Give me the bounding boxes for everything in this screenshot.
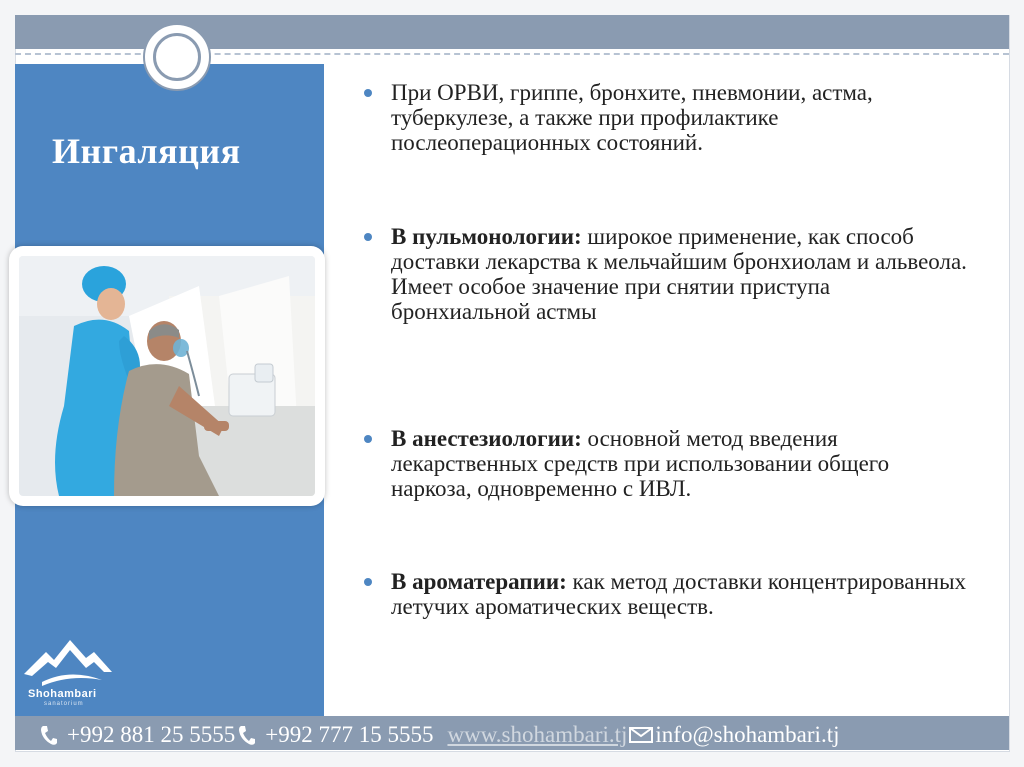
bullet-text: широкое применение, как способ доставки лекарства к мельчайшим бронхиолам и альвеола. Имеет особое значение при снятии приступа бронхиальной астмы bbox=[391, 224, 967, 324]
bullet-text: При ОРВИ, гриппе, бронхите, пневмонии, астма, туберкулезе, а также при профилактике послеоперационных состояний. bbox=[391, 80, 873, 155]
inhalation-photo bbox=[19, 256, 315, 496]
bullet-text: основной метод введения лекарственных средств при использовании общего наркоза, одновременно с ИВЛ. bbox=[391, 426, 890, 501]
bullet-item bbox=[364, 224, 974, 324]
phone-number-2[interactable]: +992 777 15 5555 bbox=[265, 722, 434, 747]
bullet-dot-icon bbox=[364, 233, 372, 241]
photo-frame bbox=[9, 246, 325, 506]
bullet-dot-icon bbox=[364, 578, 372, 586]
bullet-heading: В пульмонологии: bbox=[391, 224, 582, 249]
mail-icon bbox=[629, 727, 653, 743]
decorative-circle-icon bbox=[143, 23, 211, 91]
contact-line bbox=[39, 722, 839, 748]
email-address[interactable]: info@shohambari.tj bbox=[655, 722, 840, 747]
phone-number-1[interactable]: +992 881 25 5555 bbox=[67, 722, 236, 747]
bullet-item bbox=[364, 80, 974, 155]
phone-icon bbox=[237, 724, 255, 746]
bullet-text: как метод доставки концентрированных летучих ароматических веществ. bbox=[391, 569, 967, 619]
logo-subtitle: sanatorium bbox=[44, 701, 84, 707]
bullet-dot-icon bbox=[364, 435, 372, 443]
website-link[interactable]: www.shohambari.tj bbox=[447, 722, 628, 747]
bullet-dot-icon bbox=[364, 89, 372, 97]
mountain-logo-icon bbox=[24, 632, 124, 712]
logo-name: Shohambari bbox=[28, 688, 97, 700]
bullet-item bbox=[364, 569, 974, 619]
bullet-item bbox=[364, 426, 974, 501]
slide-title: Ингаляция bbox=[52, 131, 241, 171]
bullet-heading: В ароматерапии: bbox=[391, 569, 567, 594]
footer-bar bbox=[15, 716, 1009, 750]
bullet-heading: В анестезиологии: bbox=[391, 426, 582, 451]
phone-icon bbox=[39, 724, 57, 746]
